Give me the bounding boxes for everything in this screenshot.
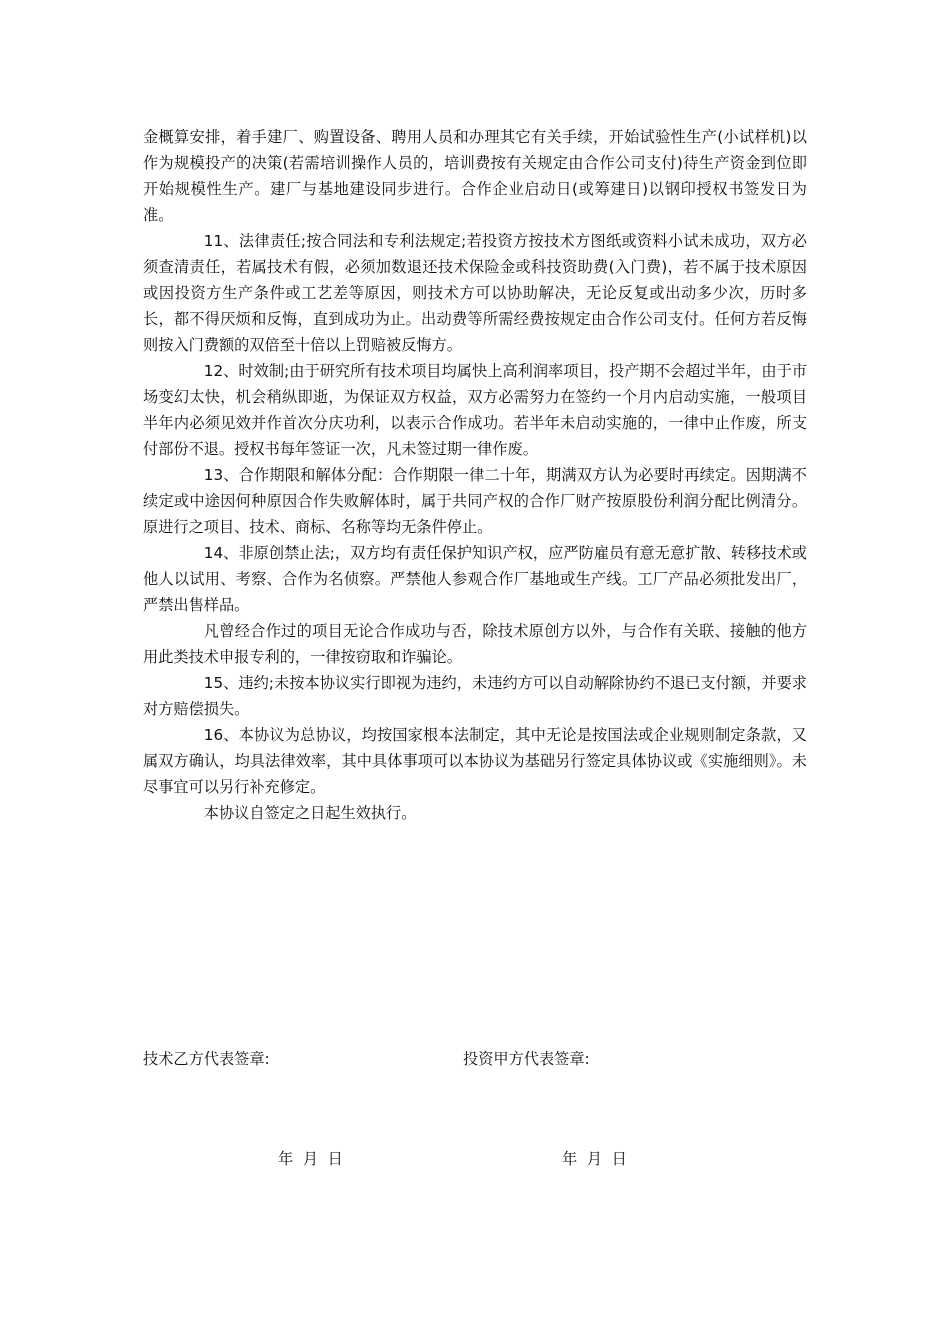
- paragraph: 金概算安排，着手建厂、购置设备、聘用人员和办理其它有关手续，开始试验性生产(小试样机)以作为规模投产的决策(若需培训操作人员的，培训费按有关规定由合作公司支付)待生产资金到位即开始规模性生产。建厂与基地建设同步进行。合作企业启动日(或筹建日)以钢印授权书签发日为准。: [143, 128, 807, 224]
- paragraph-legal-liability: 11、法律责任;按合同法和专利法规定;若投资方按技术方图纸或资料小试未成功，双方必须查清责任，若属技术有假，必须加数退还技术保险金或科技资助费(入门费)，若不属于技术原因或因投资方生产条件或工艺差等原因，则技术方可以协助解决，无论反复或出动多少次，历时多长，都不得厌烦和反悔，直到成功为止。出动费等所需经费按规定由合作公司支付。任何方若反悔则按入门费额的双倍至十倍以上罚赔被反悔方。: [143, 232, 807, 354]
- paragraph-cooperation-term: 13、合作期限和解体分配：合作期限一律二十年，期满双方认为必要时再续定。因期满不续定或中途因何种原因合作失败解体时，属于共同产权的合作厂财产按原股份利润分配比例清分。原进行之项目、技术、商标、名称等均无条件停止。: [143, 466, 807, 536]
- party-b-date: 年 月 日: [278, 1150, 343, 1168]
- paragraph-patent-clause: 凡曾经合作过的项目无论合作成功与否，除技术原创方以外，与合作有关联、接触的他方用此类技术申报专利的，一律按窃取和诈骗论。: [143, 622, 807, 666]
- paragraph-general-agreement: 16、本协议为总协议，均按国家根本法制定，其中无论是按国法或企业规则制定条款，又属双方确认，均具法律效率，其中具体事项可以本协议为基础另行签定具体协议或《实施细则》。未尽事宜可以另行补充修定。: [143, 726, 807, 796]
- party-a-date: 年 月 日: [562, 1150, 627, 1168]
- agreement-body: [143, 124, 807, 826]
- paragraph-effective: 本协议自签定之日起生效执行。: [203, 804, 417, 822]
- paragraph-breach: 15、违约;未按本协议实行即视为违约，未违约方可以自动解除协约不退已支付额，并要求对方赔偿损失。: [143, 674, 807, 718]
- paragraph-non-original-prohibition: 14、非原创禁止法;，双方均有责任保护知识产权，应严防雇员有意无意扩散、转移技术或他人以试用、考察、合作为名侦察。严禁他人参观合作厂基地或生产线。工厂产品必须批发出厂，严禁出售样品。: [143, 544, 807, 614]
- party-a-signature-label: 投资甲方代表签章:: [463, 1050, 590, 1068]
- party-b-signature-label: 技术乙方代表签章:: [143, 1050, 270, 1068]
- paragraph-time-limit: 12、时效制;由于研究所有技术项目均属快上高利润率项目，投产期不会超过半年，由于市场变幻太快，机会稍纵即逝，为保证双方权益，双方必需努力在签约一个月内启动实施，一般项目半年内必须见效并作首次分庆功利，以表示合作成功。若半年未启动实施的，一律中止作废，所支付部份不退。授权书每年签证一次，凡未签过期一律作废。: [143, 362, 807, 458]
